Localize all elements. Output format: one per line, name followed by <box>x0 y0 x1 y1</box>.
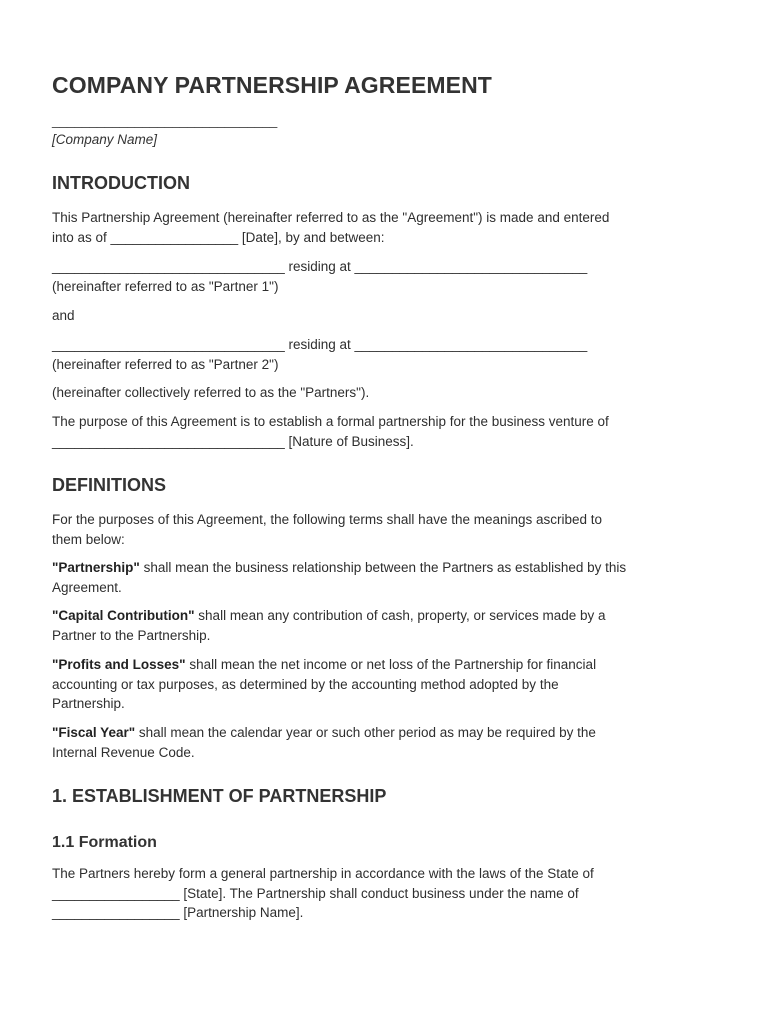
definition-partnership <box>52 558 720 597</box>
purpose-paragraph <box>52 412 720 451</box>
company-name-blank: ______________________________ <box>52 113 278 128</box>
definition-profits-losses <box>52 655 720 714</box>
intro-paragraph <box>52 208 720 247</box>
formation-line-1: The Partners hereby form a general partnership in accordance with the laws of the State of <box>52 866 594 881</box>
definitions-intro-line-2: them below: <box>52 531 125 547</box>
capital-line-2: Partner to the Partnership. <box>52 627 211 643</box>
company-name-placeholder: [Company Name] <box>52 132 158 147</box>
partner-2-block <box>52 335 720 374</box>
profits-line-3: Partnership. <box>52 696 125 712</box>
intro-line-1: This Partnership Agreement (hereinafter referred to as the "Agreement") is made and entered <box>52 210 610 225</box>
and-text: and <box>52 308 75 323</box>
definition-capital-contribution <box>52 606 720 645</box>
profits-line-1: shall mean the net income or net loss of the Partnership for financial <box>185 657 597 672</box>
purpose-line-1: The purpose of this Agreement is to establish a formal partnership for the business venture of <box>52 414 609 429</box>
document-title: COMPANY PARTNERSHIP AGREEMENT <box>52 72 492 98</box>
term-capital-contribution: "Capital Contribution" <box>52 608 195 623</box>
intro-line-2: into as of _________________ [Date], by and between: <box>52 229 385 245</box>
term-profits-losses: "Profits and Losses" <box>52 657 186 672</box>
partner-2-line-1: _______________________________ residing at _______________________________ <box>52 337 588 352</box>
partner-1-block <box>52 257 720 296</box>
introduction-heading: INTRODUCTION <box>52 173 190 193</box>
partnership-line-1: shall mean the business relationship between the Partners as established by this <box>139 560 627 575</box>
partner-1-line-2: (hereinafter referred to as "Partner 1") <box>52 278 279 294</box>
capital-line-1: shall mean any contribution of cash, property, or services made by a <box>194 608 606 623</box>
partnership-line-2: Agreement. <box>52 579 122 595</box>
section-1-heading: 1. ESTABLISHMENT OF PARTNERSHIP <box>52 786 387 806</box>
definitions-heading: DEFINITIONS <box>52 475 167 495</box>
formation-line-3: _________________ [Partnership Name]. <box>52 905 304 921</box>
definitions-intro-line-1: For the purposes of this Agreement, the following terms shall have the meanings ascribed to <box>52 512 603 527</box>
profits-line-2: accounting or tax purposes, as determined by the accounting method adopted by the <box>52 676 559 692</box>
definition-fiscal-year <box>52 723 720 762</box>
fiscal-line-2: Internal Revenue Code. <box>52 744 195 760</box>
fiscal-line-1: shall mean the calendar year or such other period as may be required by the <box>135 725 596 740</box>
collective-text: (hereinafter collectively referred to as the "Partners"). <box>52 385 370 400</box>
section-1-1-heading: 1.1 Formation <box>52 834 157 851</box>
purpose-line-2: _______________________________ [Nature of Business]. <box>52 433 414 449</box>
formation-paragraph <box>52 864 720 923</box>
term-partnership: "Partnership" <box>52 560 140 575</box>
definitions-intro <box>52 510 720 549</box>
partner-2-line-2: (hereinafter referred to as "Partner 2") <box>52 356 279 372</box>
term-fiscal-year: "Fiscal Year" <box>52 725 136 740</box>
partner-1-line-1: _______________________________ residing at _______________________________ <box>52 259 588 274</box>
formation-line-2: _________________ [State]. The Partnership shall conduct business under the name of <box>52 885 579 901</box>
